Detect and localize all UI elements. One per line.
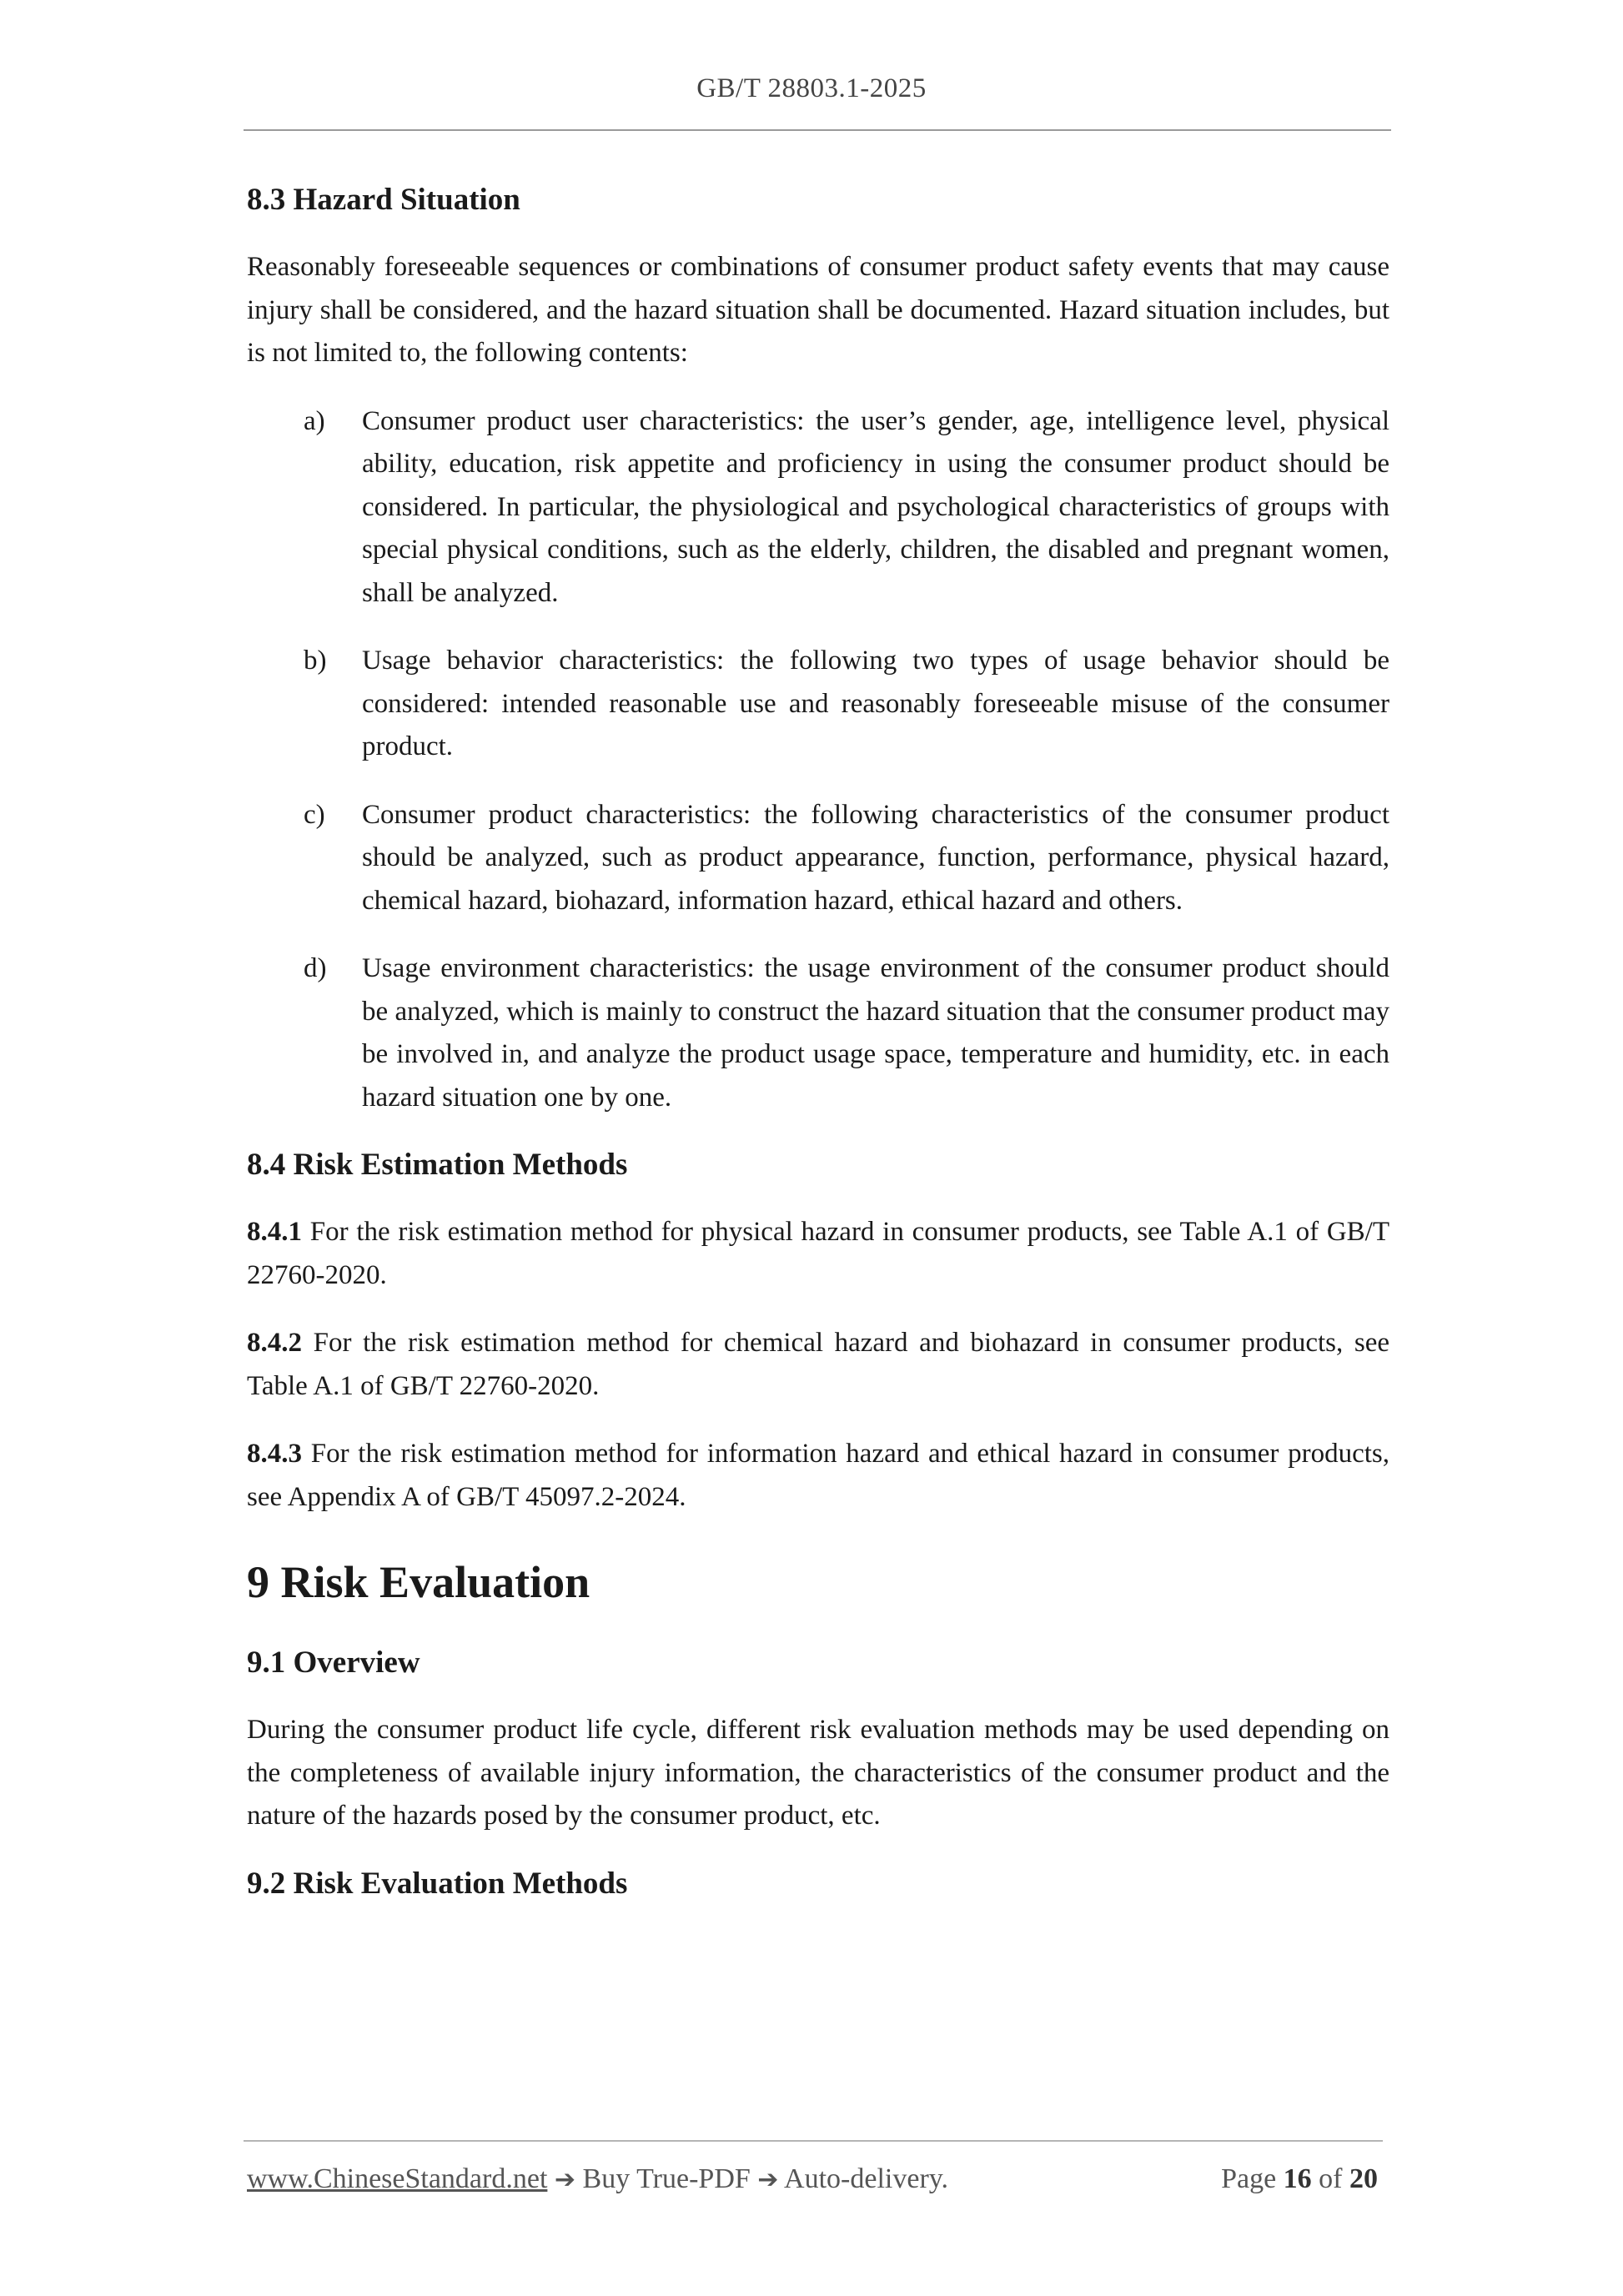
clause-number: 8.4.3	[247, 1439, 302, 1469]
section-heading-8-3: 8.3 Hazard Situation	[247, 183, 520, 217]
clause-number: 8.4.2	[247, 1328, 302, 1358]
arrow-right-icon: ➔	[757, 2165, 779, 2194]
page-content	[247, 179, 1389, 1905]
page-number: 16	[1283, 2163, 1312, 2194]
clause-8-4-3	[247, 1433, 1389, 1519]
list-marker: d)	[304, 953, 327, 983]
list-item-text: Consumer product user characteristics: the user’s gender, age, intelligence level, physical ability, education, risk appetite and proficiency in using the consumer product should be considered. In particular, the physiological and psychological characteristics of groups with special physical conditions, such as the elderly, children, the disabled and pregnant women, shall be analyzed.	[362, 405, 1389, 608]
section-heading-9-1: 9.1 Overview	[247, 1645, 420, 1680]
clause-text: For the risk estimation method for chemical hazard and biohazard in consumer products, see Table A.1 of GB/T 22760-2020.	[247, 1328, 1389, 1401]
footer-divider	[244, 2140, 1383, 2142]
page-label: Page	[1221, 2163, 1277, 2194]
buy-text: Buy True-PDF	[575, 2163, 758, 2194]
delivery-text: Auto-delivery.	[778, 2163, 949, 2194]
running-header: GB/T 28803.1-2025	[696, 73, 927, 103]
page-indicator	[1221, 2163, 1378, 2195]
section-8-3-intro: Reasonably foreseeable sequences or combinations of consumer product safety events that may cause injury shall be considered, and the hazard situation shall be documented. Hazard situation includes, but is not limited to, the following contents:	[247, 252, 1389, 368]
list-item	[247, 794, 1389, 923]
clause-8-4-2	[247, 1322, 1389, 1408]
list-marker: a)	[304, 405, 325, 436]
list-item-text: Consumer product characteristics: the following characteristics of the consumer product should be analyzed, such as product appearance, function, performance, physical hazard, chemical hazard, biohazard, information hazard, ethical hazard and others.	[362, 799, 1389, 916]
section-heading-9: 9 Risk Evaluation	[247, 1557, 590, 1607]
clause-number: 8.4.1	[247, 1217, 302, 1247]
clause-text: For the risk estimation method for physical hazard in consumer products, see Table A.1 of GB/T 22760-2020.	[247, 1217, 1389, 1290]
section-9-1-text: During the consumer product life cycle, different risk evaluation methods may be used depending on the completeness of available injury information, the characteristics of the consumer product and the nature of the hazards posed by the consumer product, etc.	[247, 1715, 1389, 1831]
clause-8-4-1	[247, 1211, 1389, 1297]
clause-text: For the risk estimation method for information hazard and ethical hazard in consumer products, see Appendix A of GB/T 45097.2-2024.	[247, 1439, 1389, 1512]
of-label: of	[1319, 2163, 1343, 2194]
page-total: 20	[1349, 2163, 1378, 2194]
section-heading-9-2: 9.2 Risk Evaluation Methods	[247, 1866, 628, 1901]
list-marker: c)	[304, 799, 325, 830]
section-heading-8-4: 8.4 Risk Estimation Methods	[247, 1148, 628, 1182]
list-marker: b)	[304, 646, 327, 676]
list-item	[247, 640, 1389, 769]
arrow-right-icon: ➔	[554, 2165, 576, 2194]
list-item	[247, 947, 1389, 1119]
list-item-text: Usage environment characteristics: the usage environment of the consumer product should be analyzed, which is mainly to construct the hazard situation that the consumer product may be involved in, and analyze the product usage space, temperature and humidity, etc. in each hazard situation one by one.	[362, 953, 1389, 1113]
page-footer	[247, 2163, 1386, 2205]
footer-promo	[247, 2163, 948, 2195]
website-link[interactable]: www.ChineseStandard.net	[247, 2163, 548, 2194]
list-item	[247, 400, 1389, 615]
header-divider	[244, 129, 1391, 131]
hazard-situation-list	[247, 400, 1389, 1120]
list-item-text: Usage behavior characteristics: the following two types of usage behavior should be considered: intended reasonable use and reasonably foreseeable misuse of the consumer product.	[362, 646, 1389, 761]
